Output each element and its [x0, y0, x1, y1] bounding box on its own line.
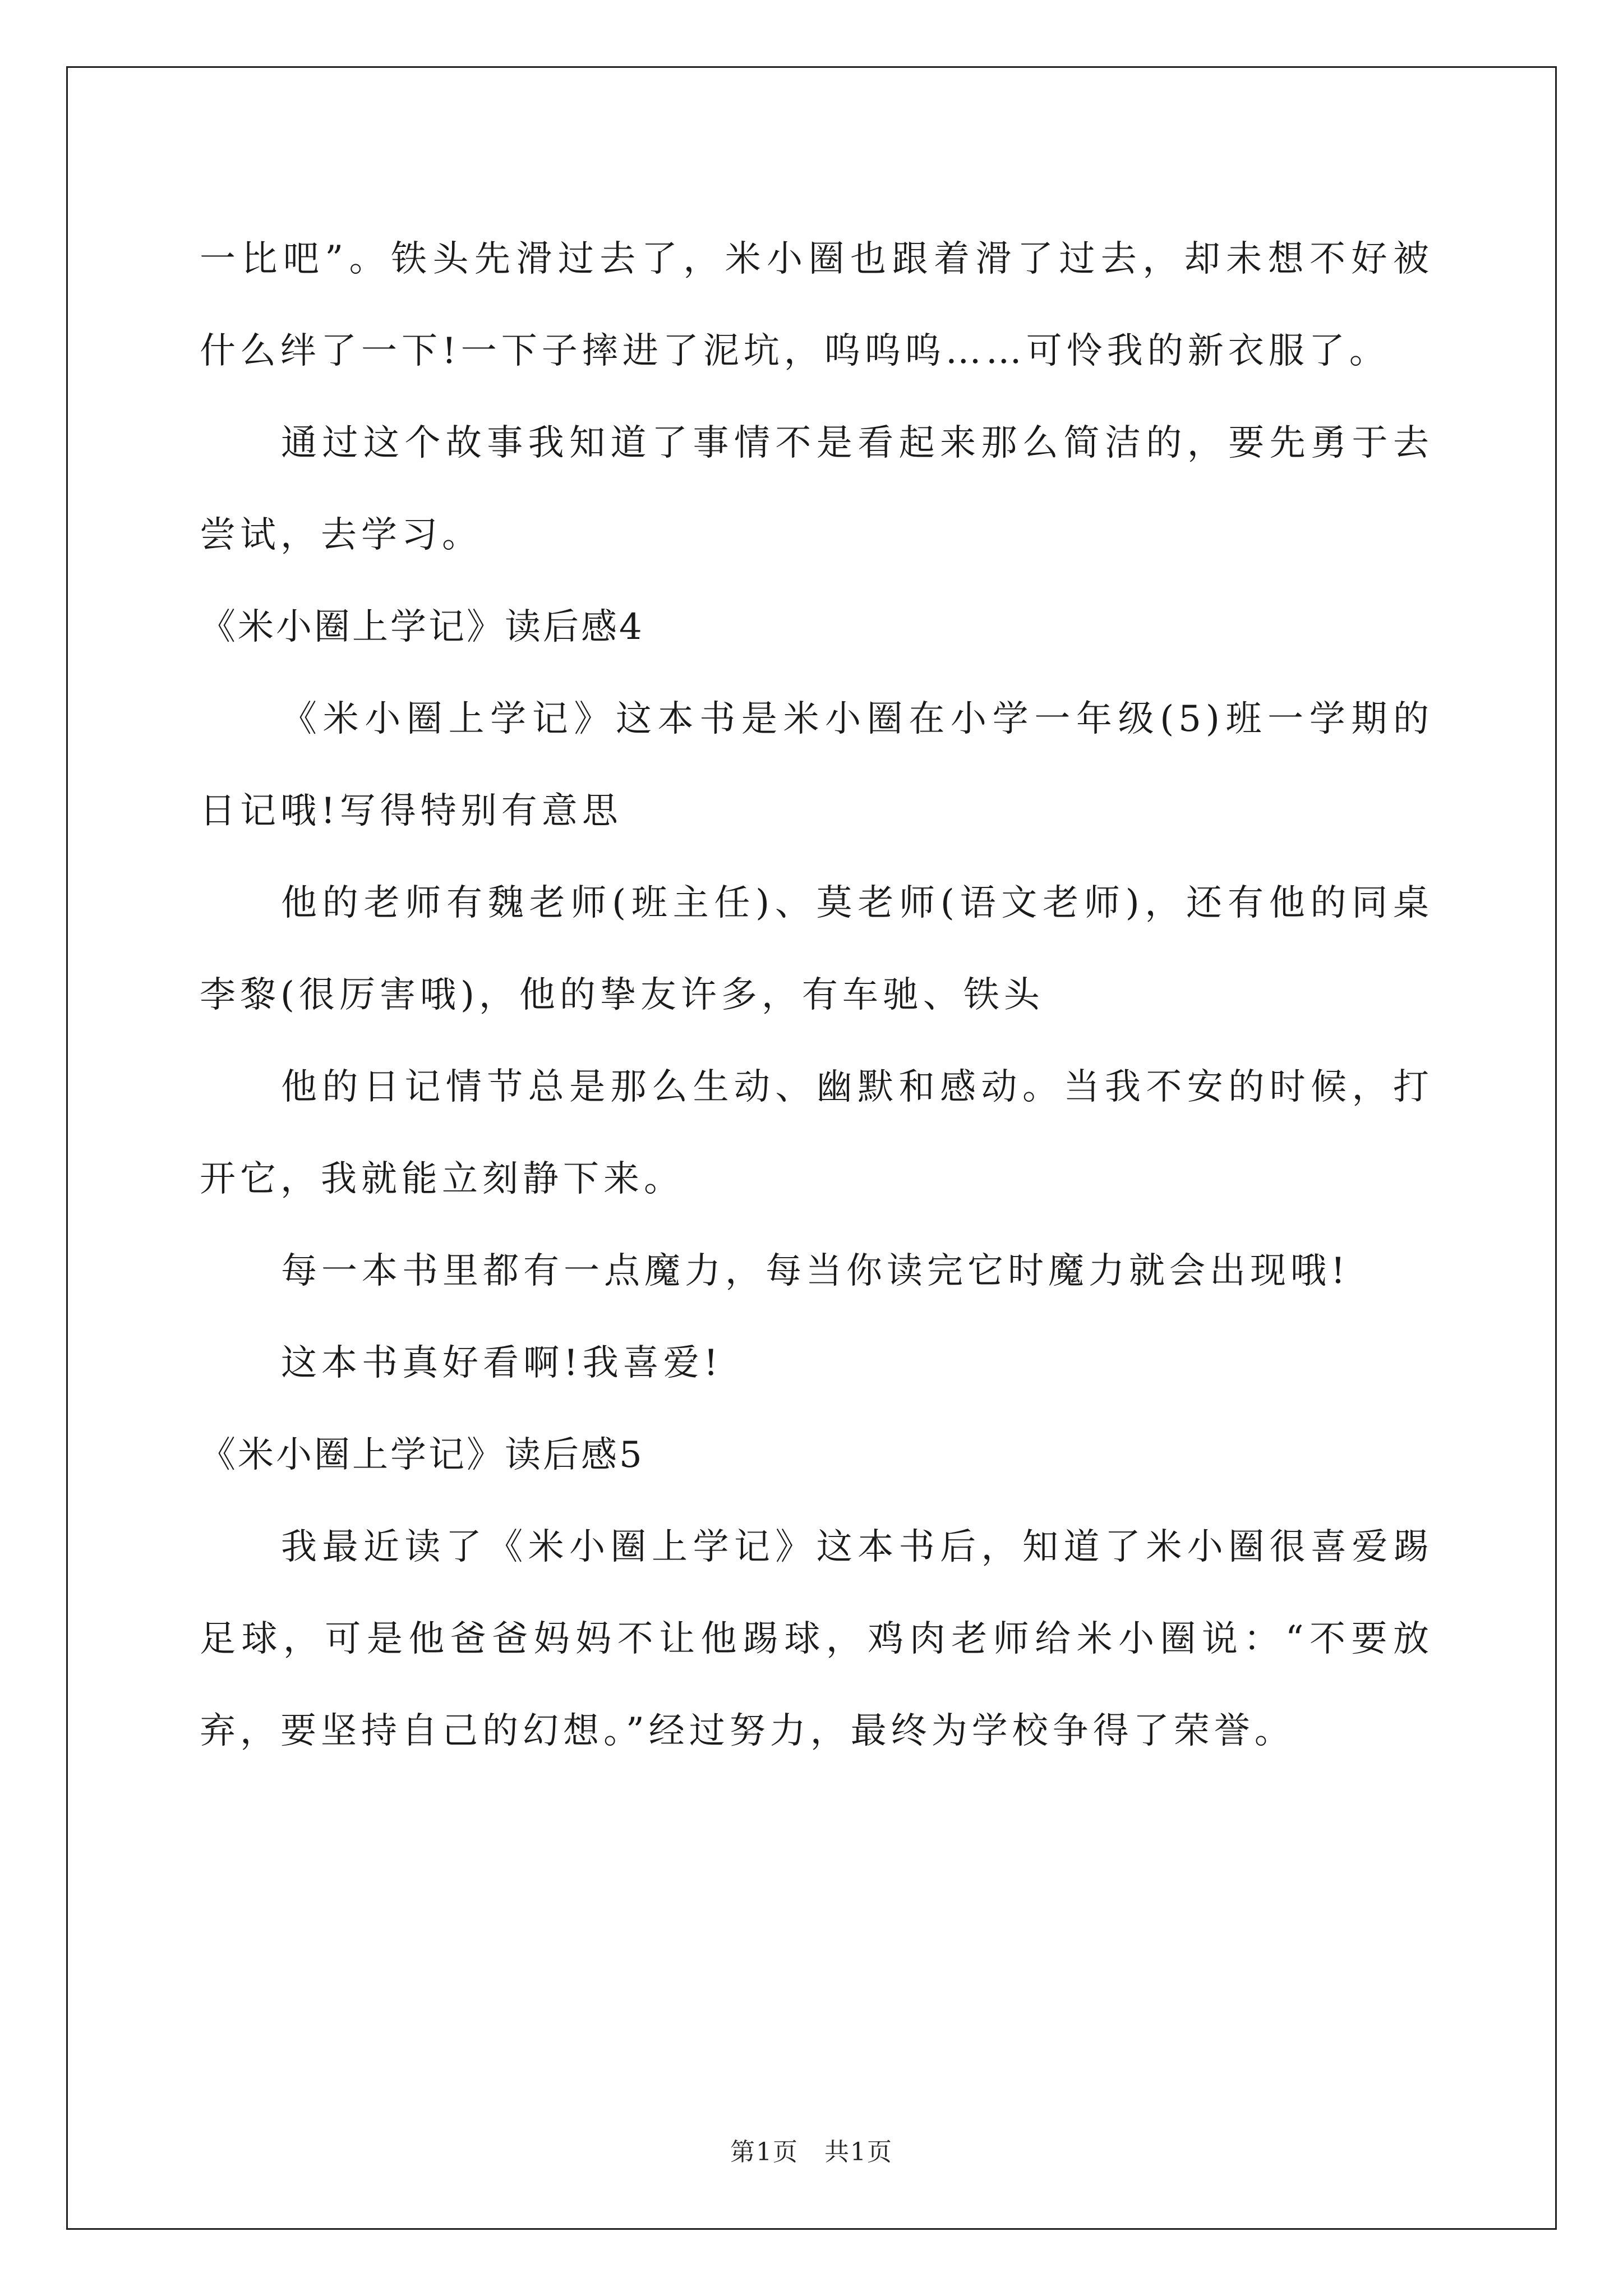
document-body: [200, 213, 1433, 1777]
paragraph: 他的老师有魏老师(班主任)、莫老师(语文老师)，还有他的同桌李黎(很厉害哦)，他的挚友许多，有车驰、铁头: [200, 882, 1433, 1016]
paragraph: 一比吧”。铁头先滑过去了，米小圈也跟着滑了过去，却未想不好被什么绊了一下!一下子摔进了泥坑，呜呜呜……可怜我的新衣服了。: [200, 238, 1433, 372]
paragraph: 《米小圈上学记》这本书是米小圈在小学一年级(5)班一学期的日记哦!写得特别有意思: [200, 698, 1433, 832]
paragraph: 每一本书里都有一点魔力，每当你读完它时魔力就会出现哦!: [281, 1250, 1350, 1292]
paragraph: 他的日记情节总是那么生动、幽默和感动。当我不安的时候，打开它，我就能立刻静下来。: [200, 1066, 1433, 1200]
paragraph: 通过这个故事我知道了事情不是看起来那么简洁的，要先勇于去尝试，去学习。: [200, 422, 1433, 556]
page-footer: 第1页 共1页: [730, 2138, 893, 2166]
paragraph: 我最近读了《米小圈上学记》这本书后，知道了米小圈很喜爱踢足球，可是他爸爸妈妈不让他踢球，鸡肉老师给米小圈说：“不要放弃，要坚持自己的幻想。”经过努力，最终为学校争得了荣誉。: [200, 1526, 1433, 1752]
paragraph: 这本书真好看啊!我喜爱!: [281, 1342, 723, 1384]
section-heading: 《米小圈上学记》读后感4: [200, 606, 644, 648]
section-heading: 《米小圈上学记》读后感5: [200, 1434, 644, 1476]
